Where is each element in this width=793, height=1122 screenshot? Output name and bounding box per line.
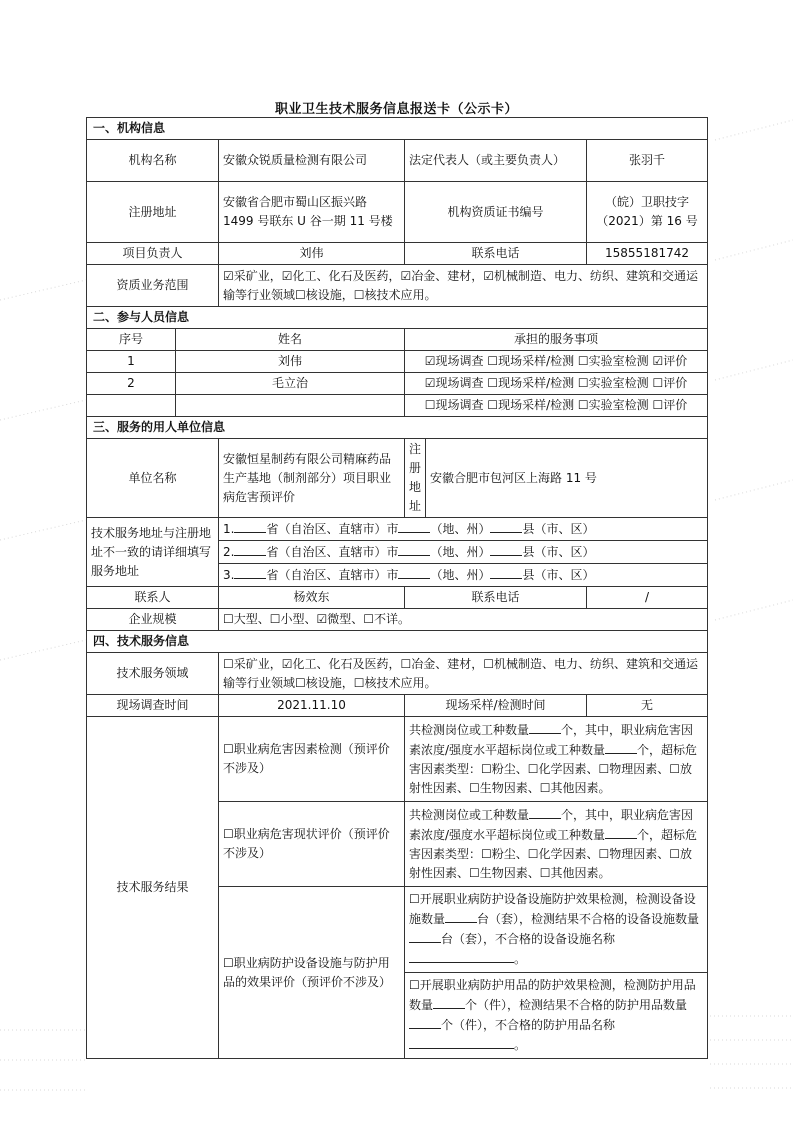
reg-addr-value: 安徽省合肥市蜀山区振兴路 1499 号联东 U 谷一期 11 号楼: [219, 182, 405, 243]
blank-line[interactable]: [234, 519, 266, 533]
blank-line[interactable]: [605, 740, 637, 754]
cert-label: 机构资质证书编号: [405, 182, 587, 243]
section-heading-client: 三、服务的用人单位信息: [87, 417, 708, 439]
info-card-table: [86, 117, 708, 1059]
blank-line[interactable]: [409, 1035, 514, 1049]
staff-name: [176, 395, 405, 417]
staff-items: ☐现场调查 ☐现场采样/检测 ☐实验室检测 ☐评价: [405, 395, 708, 417]
service-addr-line: 3. 省（自治区、直辖市）市 （地、州） 县（市、区）: [219, 564, 708, 587]
blank-line[interactable]: [490, 542, 522, 556]
staff-no: 2: [87, 373, 176, 395]
blank-line[interactable]: [605, 825, 637, 839]
blank-line[interactable]: [433, 995, 465, 1009]
client-reg-addr-label: 注册地址: [405, 439, 426, 518]
equip-detail: ☐开展职业病防护设备设施防护效果检测，检测设备设施数量 台（套），检测结果不合格的设备设施数量台（套），不合格的设备设施名称。: [405, 887, 708, 973]
staff-row: [87, 395, 708, 417]
sample-time-value: 无: [587, 695, 708, 717]
survey-time-value: 2021.11.10: [219, 695, 405, 717]
reg-addr-label: 注册地址: [87, 182, 219, 243]
col-items: 承担的服务事项: [405, 329, 708, 351]
detect-detail: 共检测岗位或工种数量 个，其中，职业病危害因素浓度/强度水平超标岗位或工种数量 个，超标危害因素类型：☐粉尘、☐化学因素、☐物理因素、☐放射性因素、☐生物因素、☐其他因素。: [405, 717, 708, 802]
field-value: ☐采矿业，☑化工、化石及医药，☐冶金、建材，☐机械制造、电力、纺织、建筑和交通运输等行业领域☐核设施，☐核技术应用。: [219, 653, 708, 695]
blank-line[interactable]: [490, 565, 522, 579]
contact-phone-label: 联系电话: [405, 587, 587, 609]
blank-line[interactable]: [234, 565, 266, 579]
unit-name-value: 安徽恒星制药有限公司精麻药品生产基地（制剂部分）项目职业病危害预评价: [219, 439, 405, 518]
org-name-label: 机构名称: [87, 140, 219, 182]
phone-label: 联系电话: [405, 243, 587, 265]
contact-phone-value: /: [587, 587, 708, 609]
field-label: 技术服务领域: [87, 653, 219, 695]
blank-line[interactable]: [529, 805, 561, 819]
blank-line[interactable]: [529, 720, 561, 734]
staff-name: 毛立治: [176, 373, 405, 395]
section-heading-staff: 二、参与人员信息: [87, 307, 708, 329]
blank-line[interactable]: [409, 1015, 441, 1029]
blank-line[interactable]: [445, 909, 477, 923]
blank-line[interactable]: [398, 519, 430, 533]
cert-value: （皖）卫职技字（2021）第 16 号: [587, 182, 708, 243]
col-name: 姓名: [176, 329, 405, 351]
status-label: ☐职业病危害现状评价（预评价不涉及）: [219, 802, 405, 887]
pm-label: 项目负责人: [87, 243, 219, 265]
staff-no: [87, 395, 176, 417]
page-title: 职业卫生技术服务信息报送卡（公示卡）: [274, 102, 518, 117]
sample-time-label: 现场采样/检测时间: [405, 695, 587, 717]
survey-time-label: 现场调查时间: [87, 695, 219, 717]
detect-label: ☐职业病危害因素检测（预评价不涉及）: [219, 717, 405, 802]
service-addr-line: 1. 省（自治区、直辖市）市 （地、州） 县（市、区）: [219, 518, 708, 541]
staff-row: [87, 351, 708, 373]
size-value: ☐大型、☐小型、☑微型、☐不详。: [219, 609, 708, 631]
staff-no: 1: [87, 351, 176, 373]
blank-line[interactable]: [234, 542, 266, 556]
staff-row: [87, 373, 708, 395]
pm-value: 刘伟: [219, 243, 405, 265]
unit-name-label: 单位名称: [87, 439, 219, 518]
scope-label: 资质业务范围: [87, 265, 219, 307]
section-heading-tech: 四、技术服务信息: [87, 631, 708, 653]
section-heading-org: 一、机构信息: [87, 118, 708, 140]
contact-value: 杨效东: [219, 587, 405, 609]
status-detail: 共检测岗位或工种数量 个，其中，职业病危害因素浓度/强度水平超标岗位或工种数量 个，超标危害因素类型：☐粉尘、☐化学因素、☐物理因素、☐放射性因素、☐生物因素、☐其他因素。: [405, 802, 708, 887]
blank-line[interactable]: [398, 565, 430, 579]
org-name-value: 安徽众锐质量检测有限公司: [219, 140, 405, 182]
service-addr-label: 技术服务地址与注册地址不一致的请详细填写服务地址: [87, 518, 219, 587]
service-addr-line: 2. 省（自治区、直辖市）市 （地、州） 县（市、区）: [219, 541, 708, 564]
staff-items: ☑现场调查 ☐现场采样/检测 ☐实验室检测 ☑评价: [405, 351, 708, 373]
result-label: 技术服务结果: [87, 717, 219, 1059]
phone-value: 15855181742: [587, 243, 708, 265]
blank-line[interactable]: [409, 949, 514, 963]
legal-rep-label: 法定代表人（或主要负责人）: [405, 140, 587, 182]
legal-rep-value: 张羽千: [587, 140, 708, 182]
blank-line[interactable]: [490, 519, 522, 533]
size-label: 企业规模: [87, 609, 219, 631]
protect-label: ☐职业病防护设备设施与防护用品的效果评价（预评价不涉及）: [219, 887, 405, 1059]
ppe-detail: ☐开展职业病防护用品的防护效果检测，检测防护用品数量 个（件），检测结果不合格的防护用品数量个（件），不合格的防护用品名称。: [405, 973, 708, 1059]
staff-name: 刘伟: [176, 351, 405, 373]
blank-line[interactable]: [409, 929, 441, 943]
col-no: 序号: [87, 329, 176, 351]
scope-value: ☑采矿业，☑化工、化石及医药，☑冶金、建材，☑机械制造、电力、纺织、建筑和交通运输等行业领域☐核设施，☐核技术应用。: [219, 265, 708, 307]
blank-line[interactable]: [398, 542, 430, 556]
contact-label: 联系人: [87, 587, 219, 609]
client-reg-addr-value: 安徽合肥市包河区上海路 11 号: [426, 439, 708, 518]
staff-items: ☑现场调查 ☐现场采样/检测 ☐实验室检测 ☐评价: [405, 373, 708, 395]
